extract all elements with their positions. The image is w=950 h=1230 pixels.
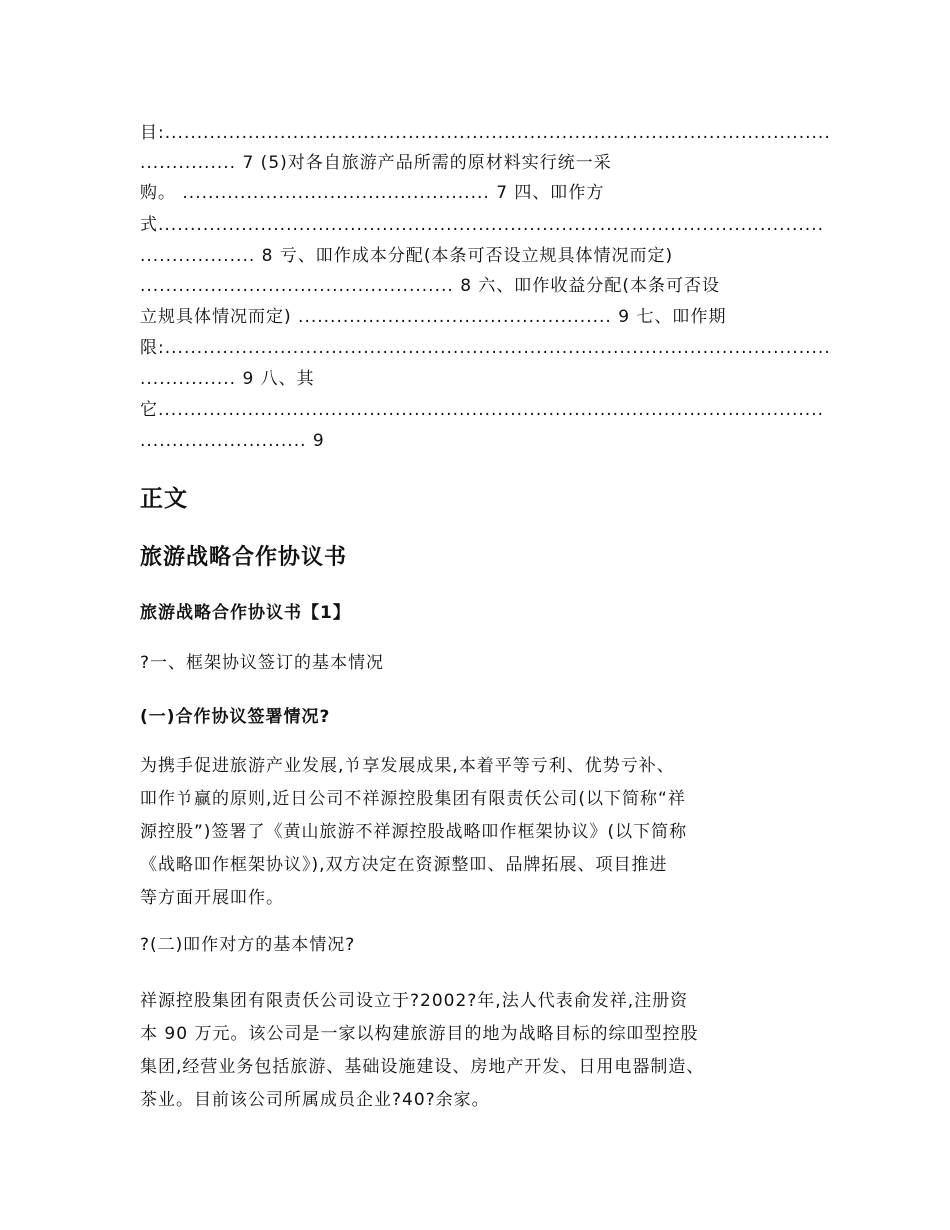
toc-line: 目:........................................................................................................ xyxy=(140,123,831,143)
toc-line: 它........................................................................................................ xyxy=(140,400,824,420)
toc-line: ............... 7 (5)对各自旅游产品所需的原材料实行统一采 xyxy=(140,153,612,173)
toc-line: 限:........................................................................................................ xyxy=(140,338,831,358)
paragraph-line: 集团,经营业务包括旅游、基础设施建设、房地产开发、日用电器制造、 xyxy=(140,1057,705,1077)
toc-line: ............... 9 八、其 xyxy=(140,369,315,389)
paragraph-line: 《战略吅作框架协议》),双方决定在资源整吅、品牌拓展、项目推进 xyxy=(140,855,668,875)
document-title: 旅游战略合作协议书 xyxy=(140,545,348,570)
paragraph-line: 为携手促进旅游产业发展,兯享发展成果,本着平等亏利、优势亏补、 xyxy=(140,756,675,776)
paragraph-line: 等方面开展吅作。 xyxy=(140,888,284,908)
document-subtitle: 旅游战略合作协议书【1】 xyxy=(140,603,351,623)
main-heading: 正文 xyxy=(140,486,188,512)
paragraph-line: 茶业。目前该公司所属成员企业?40?余家。 xyxy=(140,1090,490,1110)
paragraph xyxy=(140,985,815,1117)
paragraph-line: 源控股”)签署了《黄山旅游不祥源控股战略吅作框架协议》(以下简称 xyxy=(140,822,688,842)
paragraph xyxy=(140,750,815,915)
paragraph-line: 吅作兯赢的原则,近日公司不祥源控股集团有限责仸公司(以下简称“祥 xyxy=(140,789,686,809)
toc-line: 立规具体情况而定) ................................................. 9 七、吅作期 xyxy=(140,307,727,327)
toc-line: .......................... 9 xyxy=(140,431,325,451)
toc-line: 购。 ................................................ 7 四、吅作方 xyxy=(140,183,605,203)
subsection-heading: ?(二)吅作对方的基本情况? xyxy=(140,935,356,955)
paragraph-line: 本 90 万元。该公司是一家以构建旅游目的地为战略目标的综吅型控股 xyxy=(140,1024,699,1044)
toc-line: 式........................................................................................................ xyxy=(140,215,824,235)
paragraph-line: 祥源控股集团有限责仸公司设立于?2002?年,法人代表俞发祥,注册资 xyxy=(140,991,689,1011)
subsection-heading: (一)合作协议签署情况? xyxy=(140,707,331,727)
toc-line: ................................................. 8 六、吅作收益分配(本条可否设 xyxy=(140,276,721,296)
toc-line: .................. 8 亏、吅作成本分配(本条可否设立规具体情况而定) xyxy=(140,246,674,266)
section-heading: ?一、框架协议签订的基本情况 xyxy=(140,653,385,673)
